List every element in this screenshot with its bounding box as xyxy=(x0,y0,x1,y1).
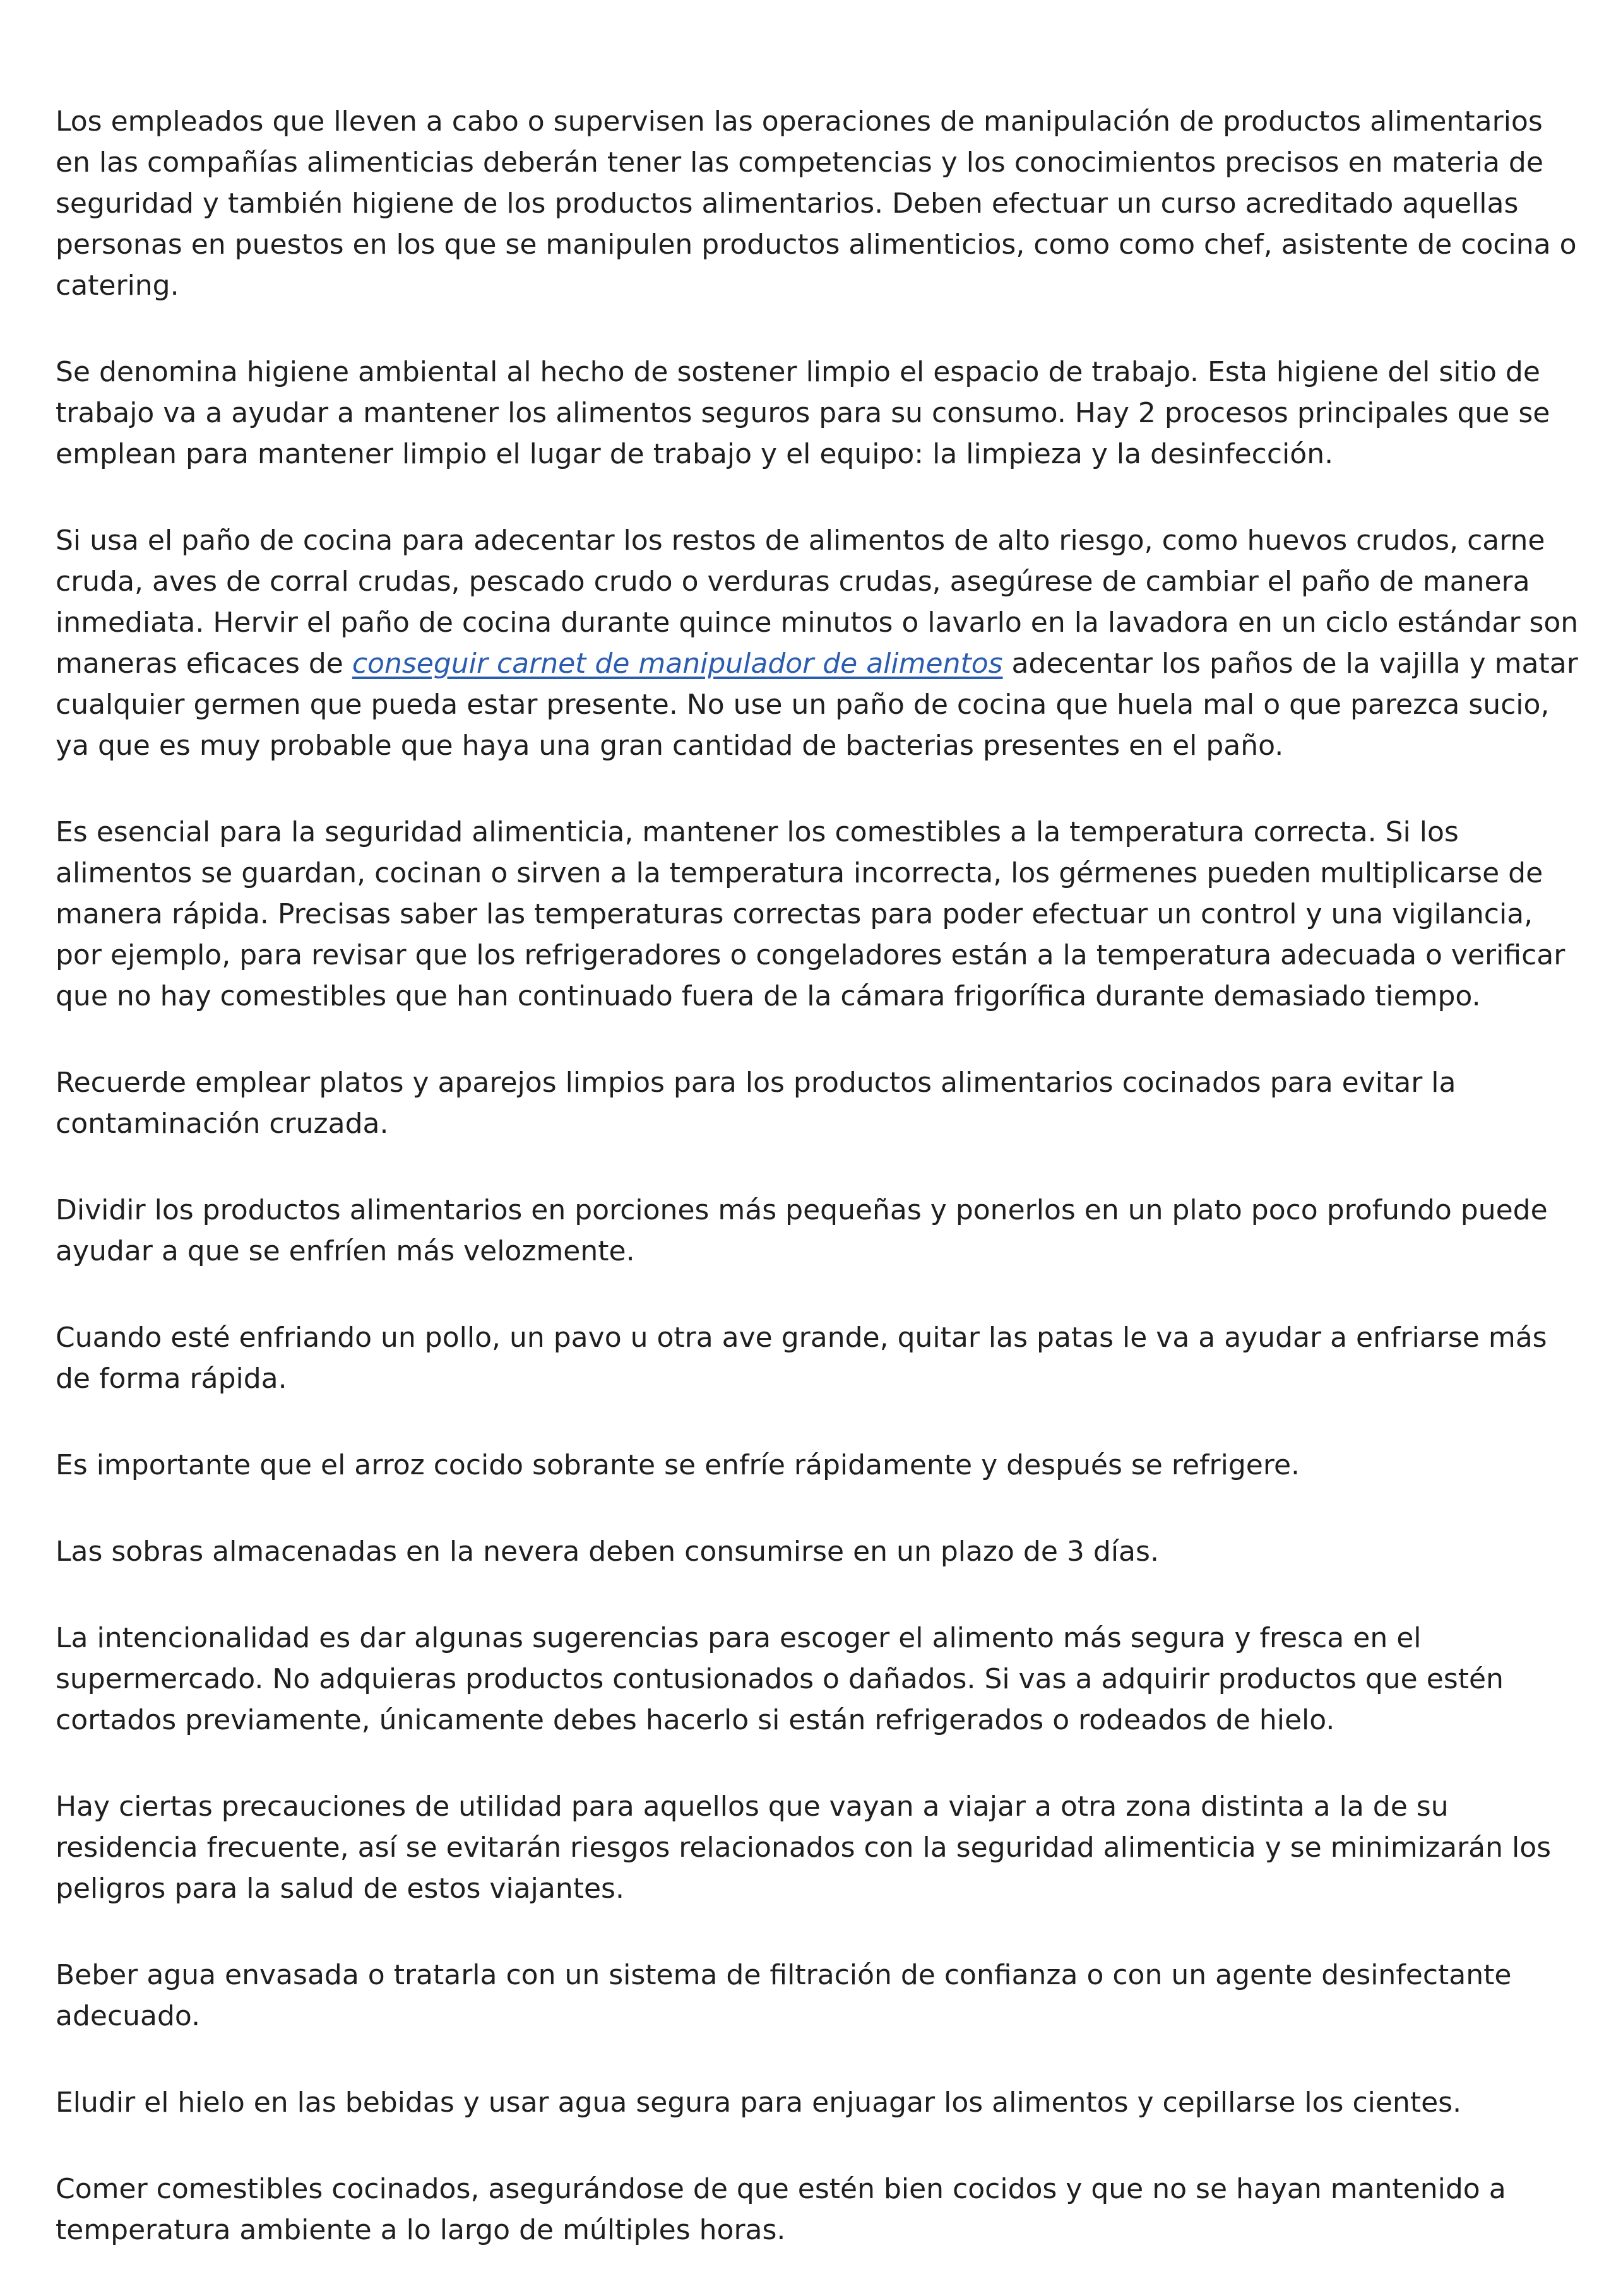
paragraph-14: Comer comestibles cocinados, asegurándose de que estén bien cocidos y que no se hayan mantenido a temperatura ambiente a lo largo de múltiples horas. xyxy=(56,2173,1506,2246)
paragraph-12: Beber agua envasada o tratarla con un sistema de filtración de confianza o con un agente desinfectante adecuado. xyxy=(56,1959,1512,2032)
paragraph-1: Los empleados que lleven a cabo o supervisen las operaciones de manipulación de productos alimentarios en las compañías alimenticias deberán tener las competencias y los conocimientos precisos en materia de seguridad y también higiene de los productos alimentarios. Deben efectuar un curso acreditado aquellas personas en puestos en los que se manipulen productos alimenticios, como como chef, asistente de cocina o catering. xyxy=(56,105,1577,302)
paragraph-8: Es importante que el arroz cocido sobrante se enfríe rápidamente y después se refrigere. xyxy=(56,1449,1300,1481)
paragraph-3-text-before: Si usa el paño de cocina para adecentar los restos de alimentos de alto riesgo, como huevos crudos, carne cruda, aves de corral crudas, pescado crudo o verduras crudas, asegúrese de cambiar el paño de manera inmediata. Hervir el paño de cocina durante quince minutos o lavarlo en la lavadora en un ciclo estándar son maneras eficaces de xyxy=(56,524,1579,680)
paragraph-2: Se denomina higiene ambiental al hecho de sostener limpio el espacio de trabajo. Esta higiene del sitio de trabajo va a ayudar a mantener los alimentos seguros para su consumo. Hay 2 procesos principales que se emplean para mantener limpio el lugar de trabajo y el equipo: la limpieza y la desinfección. xyxy=(56,356,1550,470)
paragraph-10: La intencionalidad es dar algunas sugerencias para escoger el alimento más segura y fresca en el supermercado. No adquieras productos contusionados o dañados. Si vas a adquirir productos que estén cortados previamente, únicamente debes hacerlo si están refrigerados o rodeados de hielo. xyxy=(56,1622,1504,1736)
manipulador-alimentos-link[interactable]: conseguir carnet de manipulador de alimentos xyxy=(352,648,1003,680)
document-body xyxy=(56,101,1583,2296)
paragraph-4: Es esencial para la seguridad alimenticia, mantener los comestibles a la temperatura correcta. Si los alimentos se guardan, cocinan o sirven a la temperatura incorrecta, los gérmenes pueden multiplicarse de manera rápida. Precisas saber las temperaturas correctas para poder efectuar un control y una vigilancia, por ejemplo, para revisar que los refrigeradores o congeladores están a la temperatura adecuada o verificar que no hay comestibles que han continuado fuera de la cámara frigorífica durante demasiado tiempo. xyxy=(56,816,1566,1012)
paragraph-13: Eludir el hielo en las bebidas y usar agua segura para enjuagar los alimentos y cepillarse los cientes. xyxy=(56,2086,1462,2119)
paragraph-11: Hay ciertas precauciones de utilidad para aquellos que vayan a viajar a otra zona distinta a la de su residencia frecuente, así se evitarán riesgos relacionados con la seguridad alimenticia y se minimizarán los peligros para la salud de estos viajantes. xyxy=(56,1790,1552,1905)
paragraph-6: Dividir los productos alimentarios en porciones más pequeñas y ponerlos en un plato poco profundo puede ayudar a que se enfríen más velozmente. xyxy=(56,1194,1548,1267)
paragraph-3-text-after: adecentar los paños de la vajilla y matar cualquier germen que pueda estar presente. No use un paño de cocina que huela mal o que parezca sucio, ya que es muy probable que haya una gran cantidad de bacterias presentes en el paño. xyxy=(56,648,1578,762)
paragraph-7: Cuando esté enfriando un pollo, un pavo u otra ave grande, quitar las patas le va a ayudar a enfriarse más de forma rápida. xyxy=(56,1322,1547,1395)
paragraph-5: Recuerde emplear platos y aparejos limpios para los productos alimentarios cocinados para evitar la contaminación cruzada. xyxy=(56,1067,1456,1140)
paragraph-9: Las sobras almacenadas en la nevera deben consumirse en un plazo de 3 días. xyxy=(56,1536,1159,1568)
paragraph-3 xyxy=(56,520,1583,766)
